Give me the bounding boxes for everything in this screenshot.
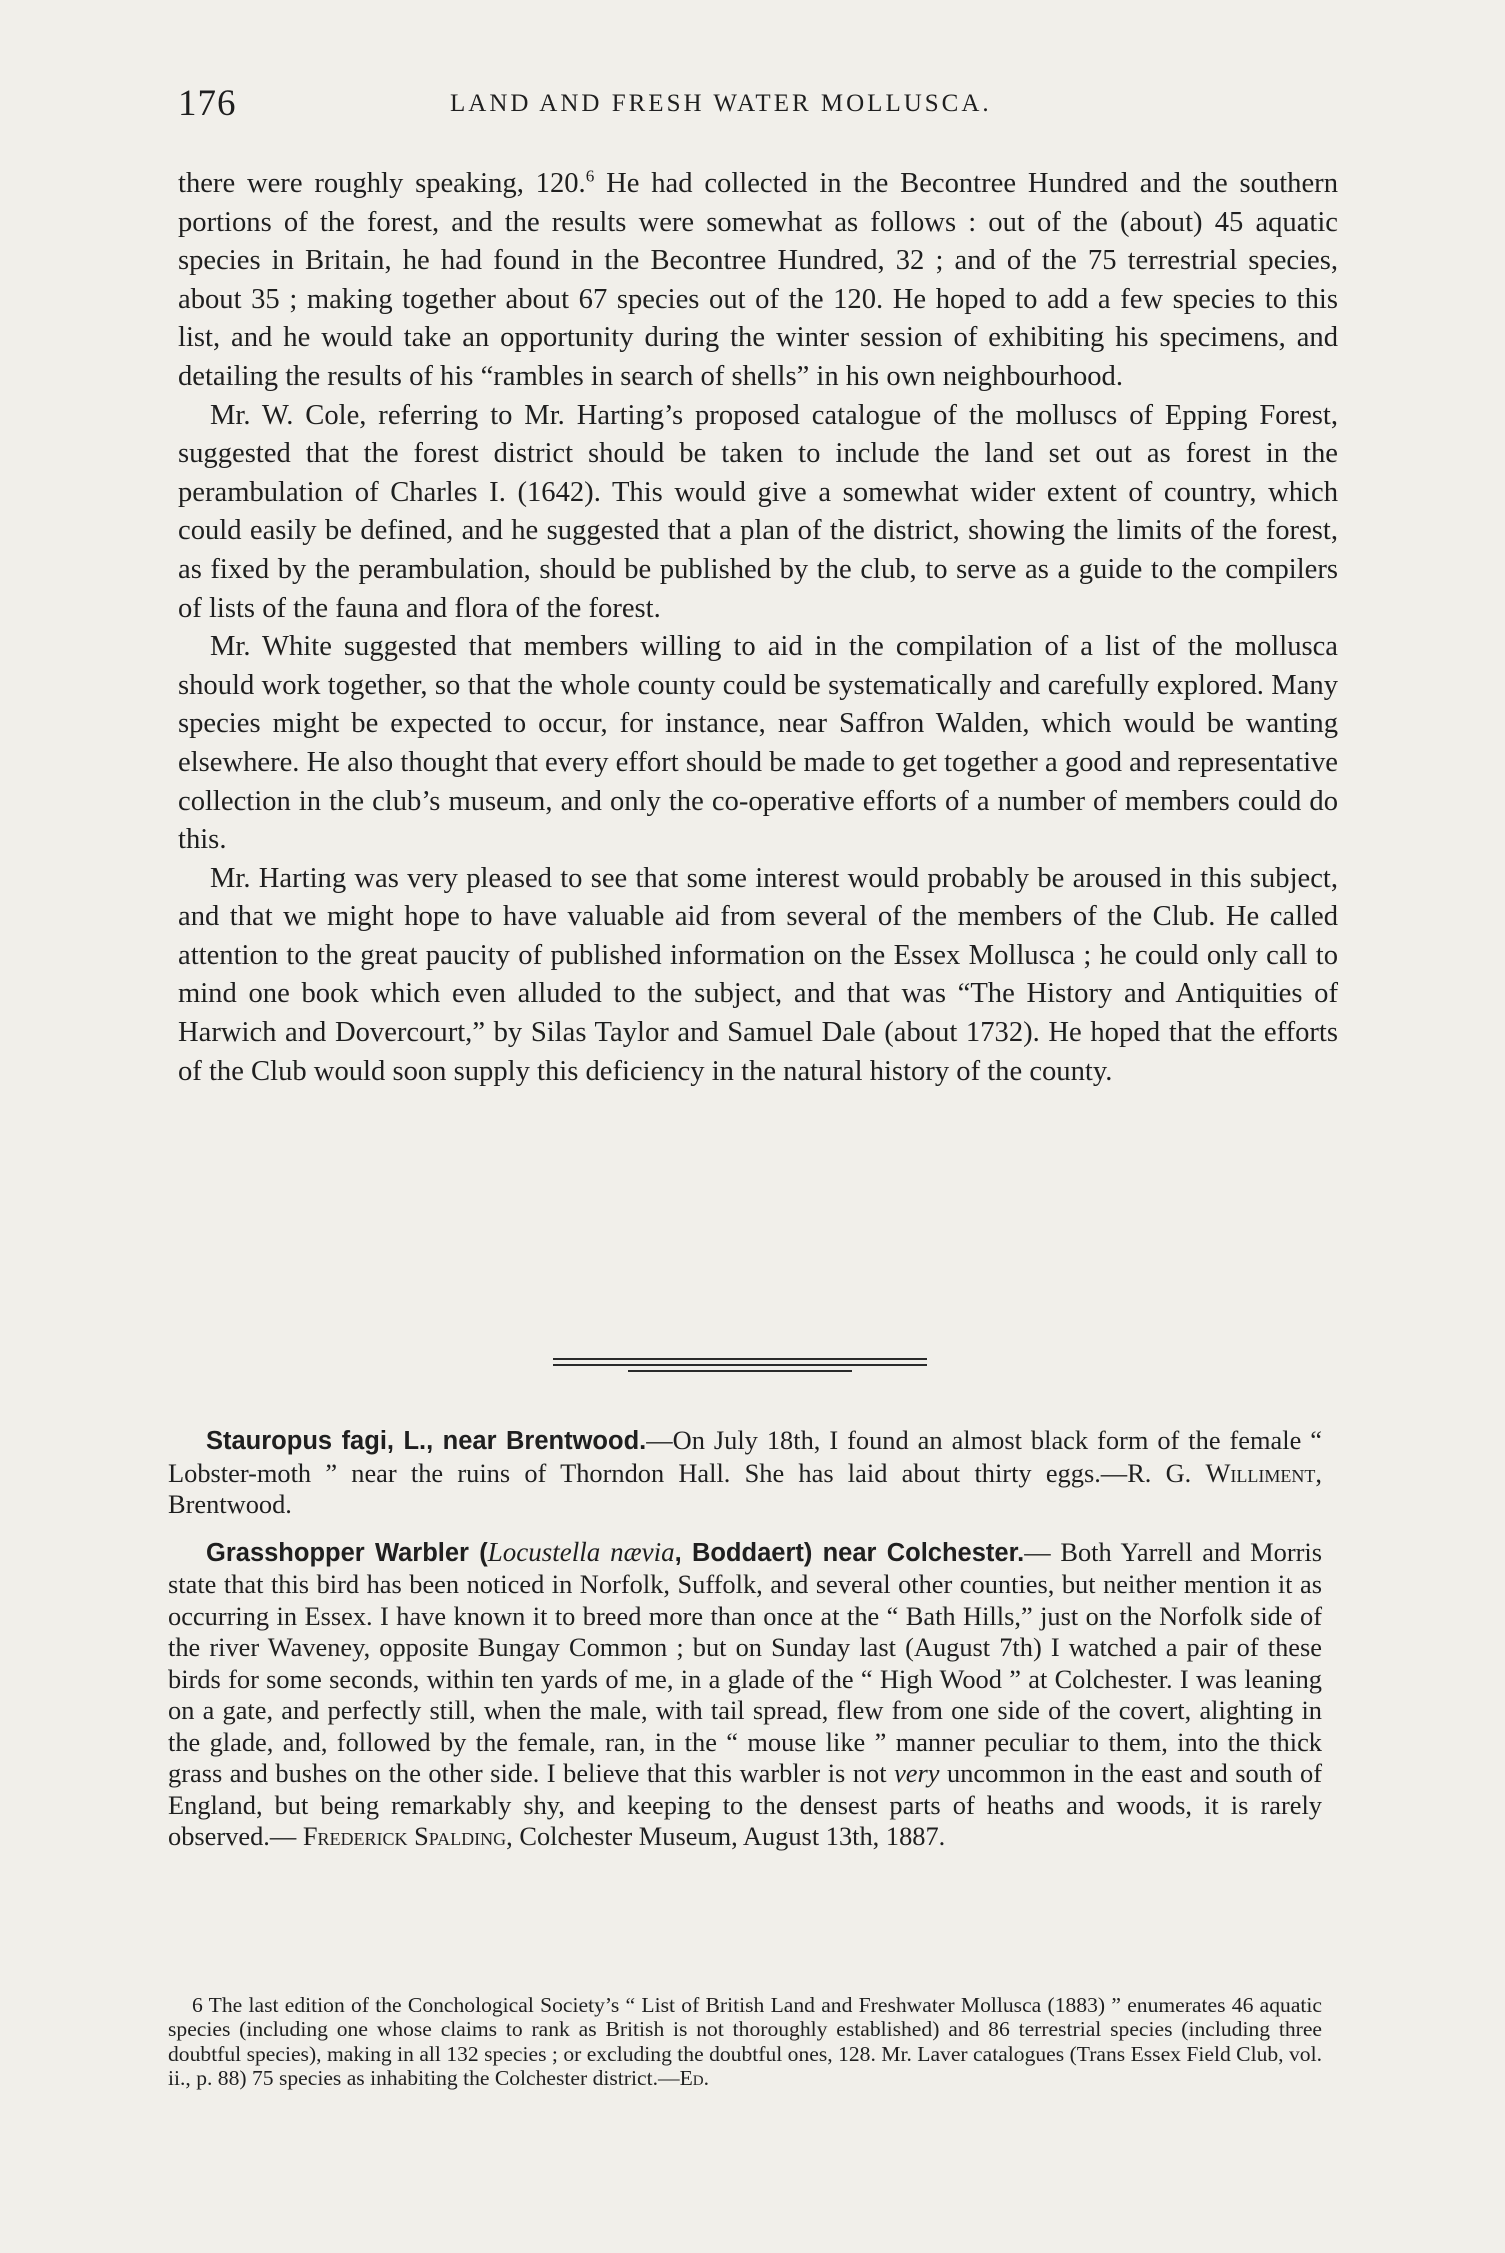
paragraph-4: Mr. Harting was very pleased to see that some interest would probably be aroused in this subject, and that we might hope to have valuable aid from several of the members of the Club. He called attention to the great paucity of published information on the Essex Mollusca ; he could only call to mind one book which even alluded to the subject, and that was “The History and Antiquities of Harwich and Dovercourt,” by Silas Taylor and Samuel Dale (about 1732). He hoped that the efforts of the Club would soon supply this deficiency in the natural history of the county. [178, 862, 1338, 1087]
footnote-text: The last edition of the Conchological Society’s “ List of British Land and Freshwater Mollusca (1883) ” enumerates 46 aquatic species (including one whose claims to rank as British is not thoroughly established) and 86 terrestrial species (including three doubtful species), making in all 132 species ; or excluding the doubtful ones, 128. Mr. Laver catalogues (Trans Essex Field Club, vol. ii., p. 88) 75 species as inhabiting the Colchester district.— [168, 1993, 1322, 2090]
divider-line [553, 1364, 927, 1366]
note-text-tail: uncommon in the east and south of England, but being remarkably shy, and keeping to the densest parts of heaths and woods, it is rarely observed.— [168, 1758, 1322, 1851]
note-signature: Williment [1205, 1457, 1316, 1488]
note-text: —On July 18th, I found an almost black form of the female “ Lobster-moth ” near the ruins of Thorndon Hall. She has laid about thirty eggs.—R. G. [168, 1425, 1323, 1488]
footnote-reference: 6 [585, 166, 595, 186]
note-place: , Colchester Museum, August 13th, 1887. [506, 1821, 946, 1851]
paragraph-3: Mr. White suggested that members willing to aid in the compilation of a list of the mollusca should work together, so that the whole county could be systematically and carefully explored. Many species might be expected to occur, for instance, near Saffron Walden, which would be wanting elsewhere. He also thought that every effort should be made to get together a good and representative collection in the club’s museum, and only the co-operative efforts of a number of members could do this. [178, 631, 1338, 856]
paragraph-1-text-b: He had collected in the Becontree Hundred and the southern portions of the forest, and the results were somewhat as follows : out of the (about) 45 aquatic species in Britain, he had found in the Becontree Hundred, 32 ; and of the 75 terrestrial species, about 35 ; making together about 67 species out of the 120. He hoped to add a few species to this list, and he would take an opportunity during the winter session of exhibiting his specimens, and detailing the results of his “rambles in search of shells” in his own neighbourhood. [178, 168, 1338, 392]
note-emphasis: very [894, 1758, 940, 1788]
divider-line [628, 1370, 852, 1372]
divider-line [553, 1358, 927, 1360]
page-header [178, 82, 1338, 132]
note-place: , Brentwood. [168, 1457, 1322, 1519]
running-head: LAND AND FRESH WATER MOLLUSCA. [450, 90, 992, 117]
note-signature: Frederick Spalding [302, 1821, 507, 1851]
note-heading: Stauropus fagi, L., near Brentwood. [206, 1427, 647, 1455]
note-heading-species: Locustella nævia [487, 1536, 675, 1567]
footnote [168, 1993, 1322, 2090]
notes-section [168, 1425, 1322, 1869]
footnote-editor: Ed. [679, 2065, 709, 2090]
page-number: 176 [178, 83, 237, 124]
footnote-marker: 6 [192, 1993, 203, 2017]
note-text: — Both Yarrell and Morris state that this bird has been noticed in Norfolk, Suffolk, and several other counties, but neither mention it as occurring in Essex. I have known it to breed more than once at the “ Bath Hills,” just on the Norfolk side of the river Waveney, opposite Bungay Common ; but on Sunday last (August 7th) I watched a pair of these birds for some seconds, within ten yards of me, in a glade of the “ High Wood ” at Colchester. I was leaning on a gate, and perfectly still, when the male, with tail spread, flew from one side of the covert, alighting in the glade, and, followed by the female, ran, in the “ mouse like ” manner peculiar to them, into the thick grass and bushes on the other side. I believe that this warbler is not [168, 1536, 1323, 1788]
note-heading-tail: , Boddaert) near Colchester. [674, 1538, 1025, 1567]
paragraph-2: Mr. W. Cole, referring to Mr. Harting’s proposed catalogue of the molluscs of Epping Forest, suggested that the forest district should be taken to include the land set out as forest in the perambulation of Charles I. (1642). This would give a somewhat wider extent of country, which could easily be defined, and he suggested that a plan of the district, showing the limits of the forest, as fixed by the perambulation, should be published by the club, to serve as a guide to the compilers of lists of the fauna and flora of the forest. [178, 399, 1338, 624]
paragraph-1 [178, 165, 1338, 397]
note-grasshopper-warbler [168, 1537, 1322, 1853]
discussion-text [178, 165, 1338, 1091]
note-stauropus [168, 1425, 1322, 1521]
paragraph-1-text-a: there were roughly speaking, 120. [178, 168, 586, 199]
section-divider [553, 1358, 927, 1376]
note-heading: Grasshopper Warbler ( [206, 1538, 488, 1567]
